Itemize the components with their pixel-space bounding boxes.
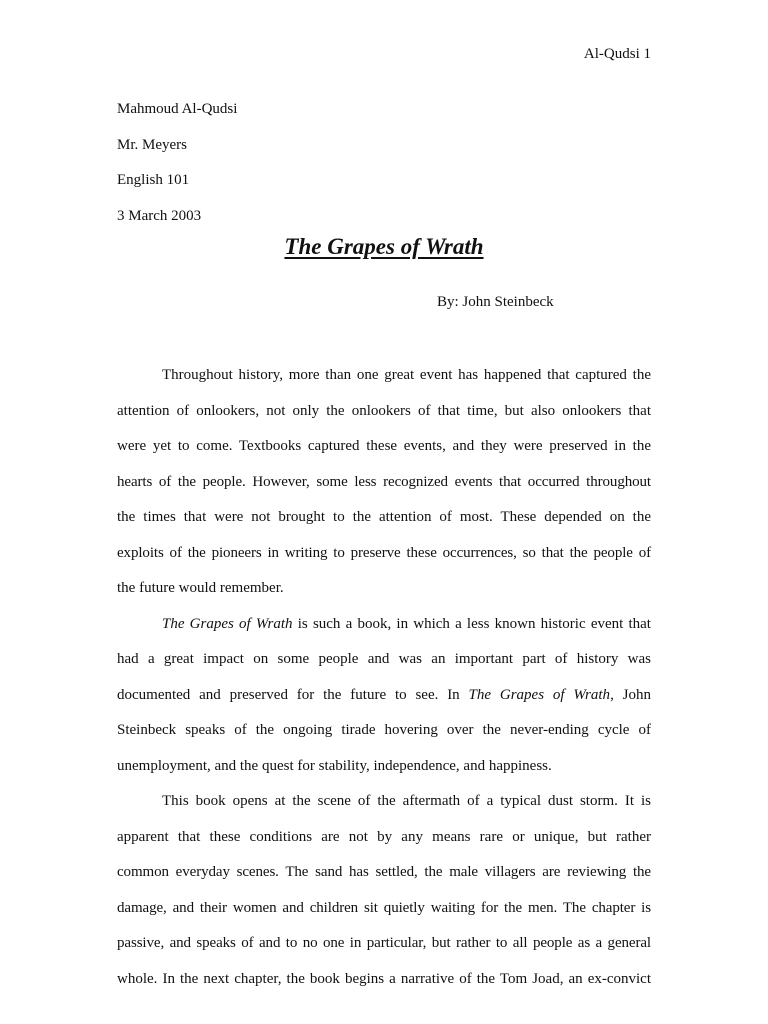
byline: By: John Steinbeck	[437, 294, 554, 310]
student-name: Mahmoud Al-Qudsi	[117, 101, 238, 117]
paragraph-line: were yet to come. Textbooks captured these events, and they were preserved in the	[117, 438, 651, 454]
paragraph-line: whole. In the next chapter, the book begins a narrative of the Tom Joad, an ex-convict	[117, 970, 651, 987]
paragraph-line: unemployment, and the quest for stability, independence, and happiness.	[117, 757, 552, 774]
paragraph-line: the times that were not brought to the attention of most. These depended on the	[117, 509, 651, 525]
line-text: , John	[610, 686, 651, 703]
mla-heading	[117, 92, 237, 234]
paragraph-line: This book opens at the scene of the aftermath of a typical dust storm. It is	[162, 793, 651, 809]
paragraph-line: the future would remember.	[117, 580, 284, 596]
paragraph-line: Steinbeck speaks of the ongoing tirade hovering over the never-ending cycle of	[117, 722, 651, 738]
course-name: English 101	[117, 172, 190, 188]
book-title-italic: The Grapes of Wrath	[468, 686, 611, 703]
line-text: documented and preserved for the future to see. In	[117, 686, 469, 703]
paragraph-line: passive, and speaks of and to no one in particular, but rather to all people as a general	[117, 935, 651, 951]
paragraph-line: exploits of the pioneers in writing to preserve these occurrences, so that the people of	[117, 544, 651, 561]
essay-date: 3 March 2003	[117, 207, 202, 224]
paragraph	[117, 607, 651, 785]
paragraph-line	[117, 678, 651, 714]
paragraph-line	[117, 607, 651, 643]
book-title-italic: The Grapes of Wrath	[162, 615, 293, 632]
paragraph-line: had a great impact on some people and was an important part of history was	[117, 651, 651, 667]
essay-body	[117, 358, 651, 997]
paragraph-line: common everyday scenes. The sand has settled, the male villagers are reviewing the	[117, 864, 651, 880]
paragraph-line: apparent that these conditions are not by any means rare or unique, but rather	[117, 828, 651, 845]
paragraph	[117, 358, 651, 607]
instructor-name: Mr. Meyers	[117, 136, 187, 153]
paragraph-line: Throughout history, more than one great event has happened that captured the	[162, 367, 651, 383]
paragraph-line: attention of onlookers, not only the onlookers of that time, but also onlookers that	[117, 402, 651, 419]
running-head: Al-Qudsi 1	[583, 46, 651, 62]
paragraph-line: damage, and their women and children sit quietly waiting for the men. The chapter is	[117, 899, 651, 916]
line-text: is such a book, in which a less known historic event that	[292, 615, 651, 632]
essay-title: The Grapes of Wrath	[284, 234, 484, 259]
paragraph-line: hearts of the people. However, some less recognized events that occurred throughout	[117, 473, 651, 490]
paragraph	[117, 784, 651, 997]
